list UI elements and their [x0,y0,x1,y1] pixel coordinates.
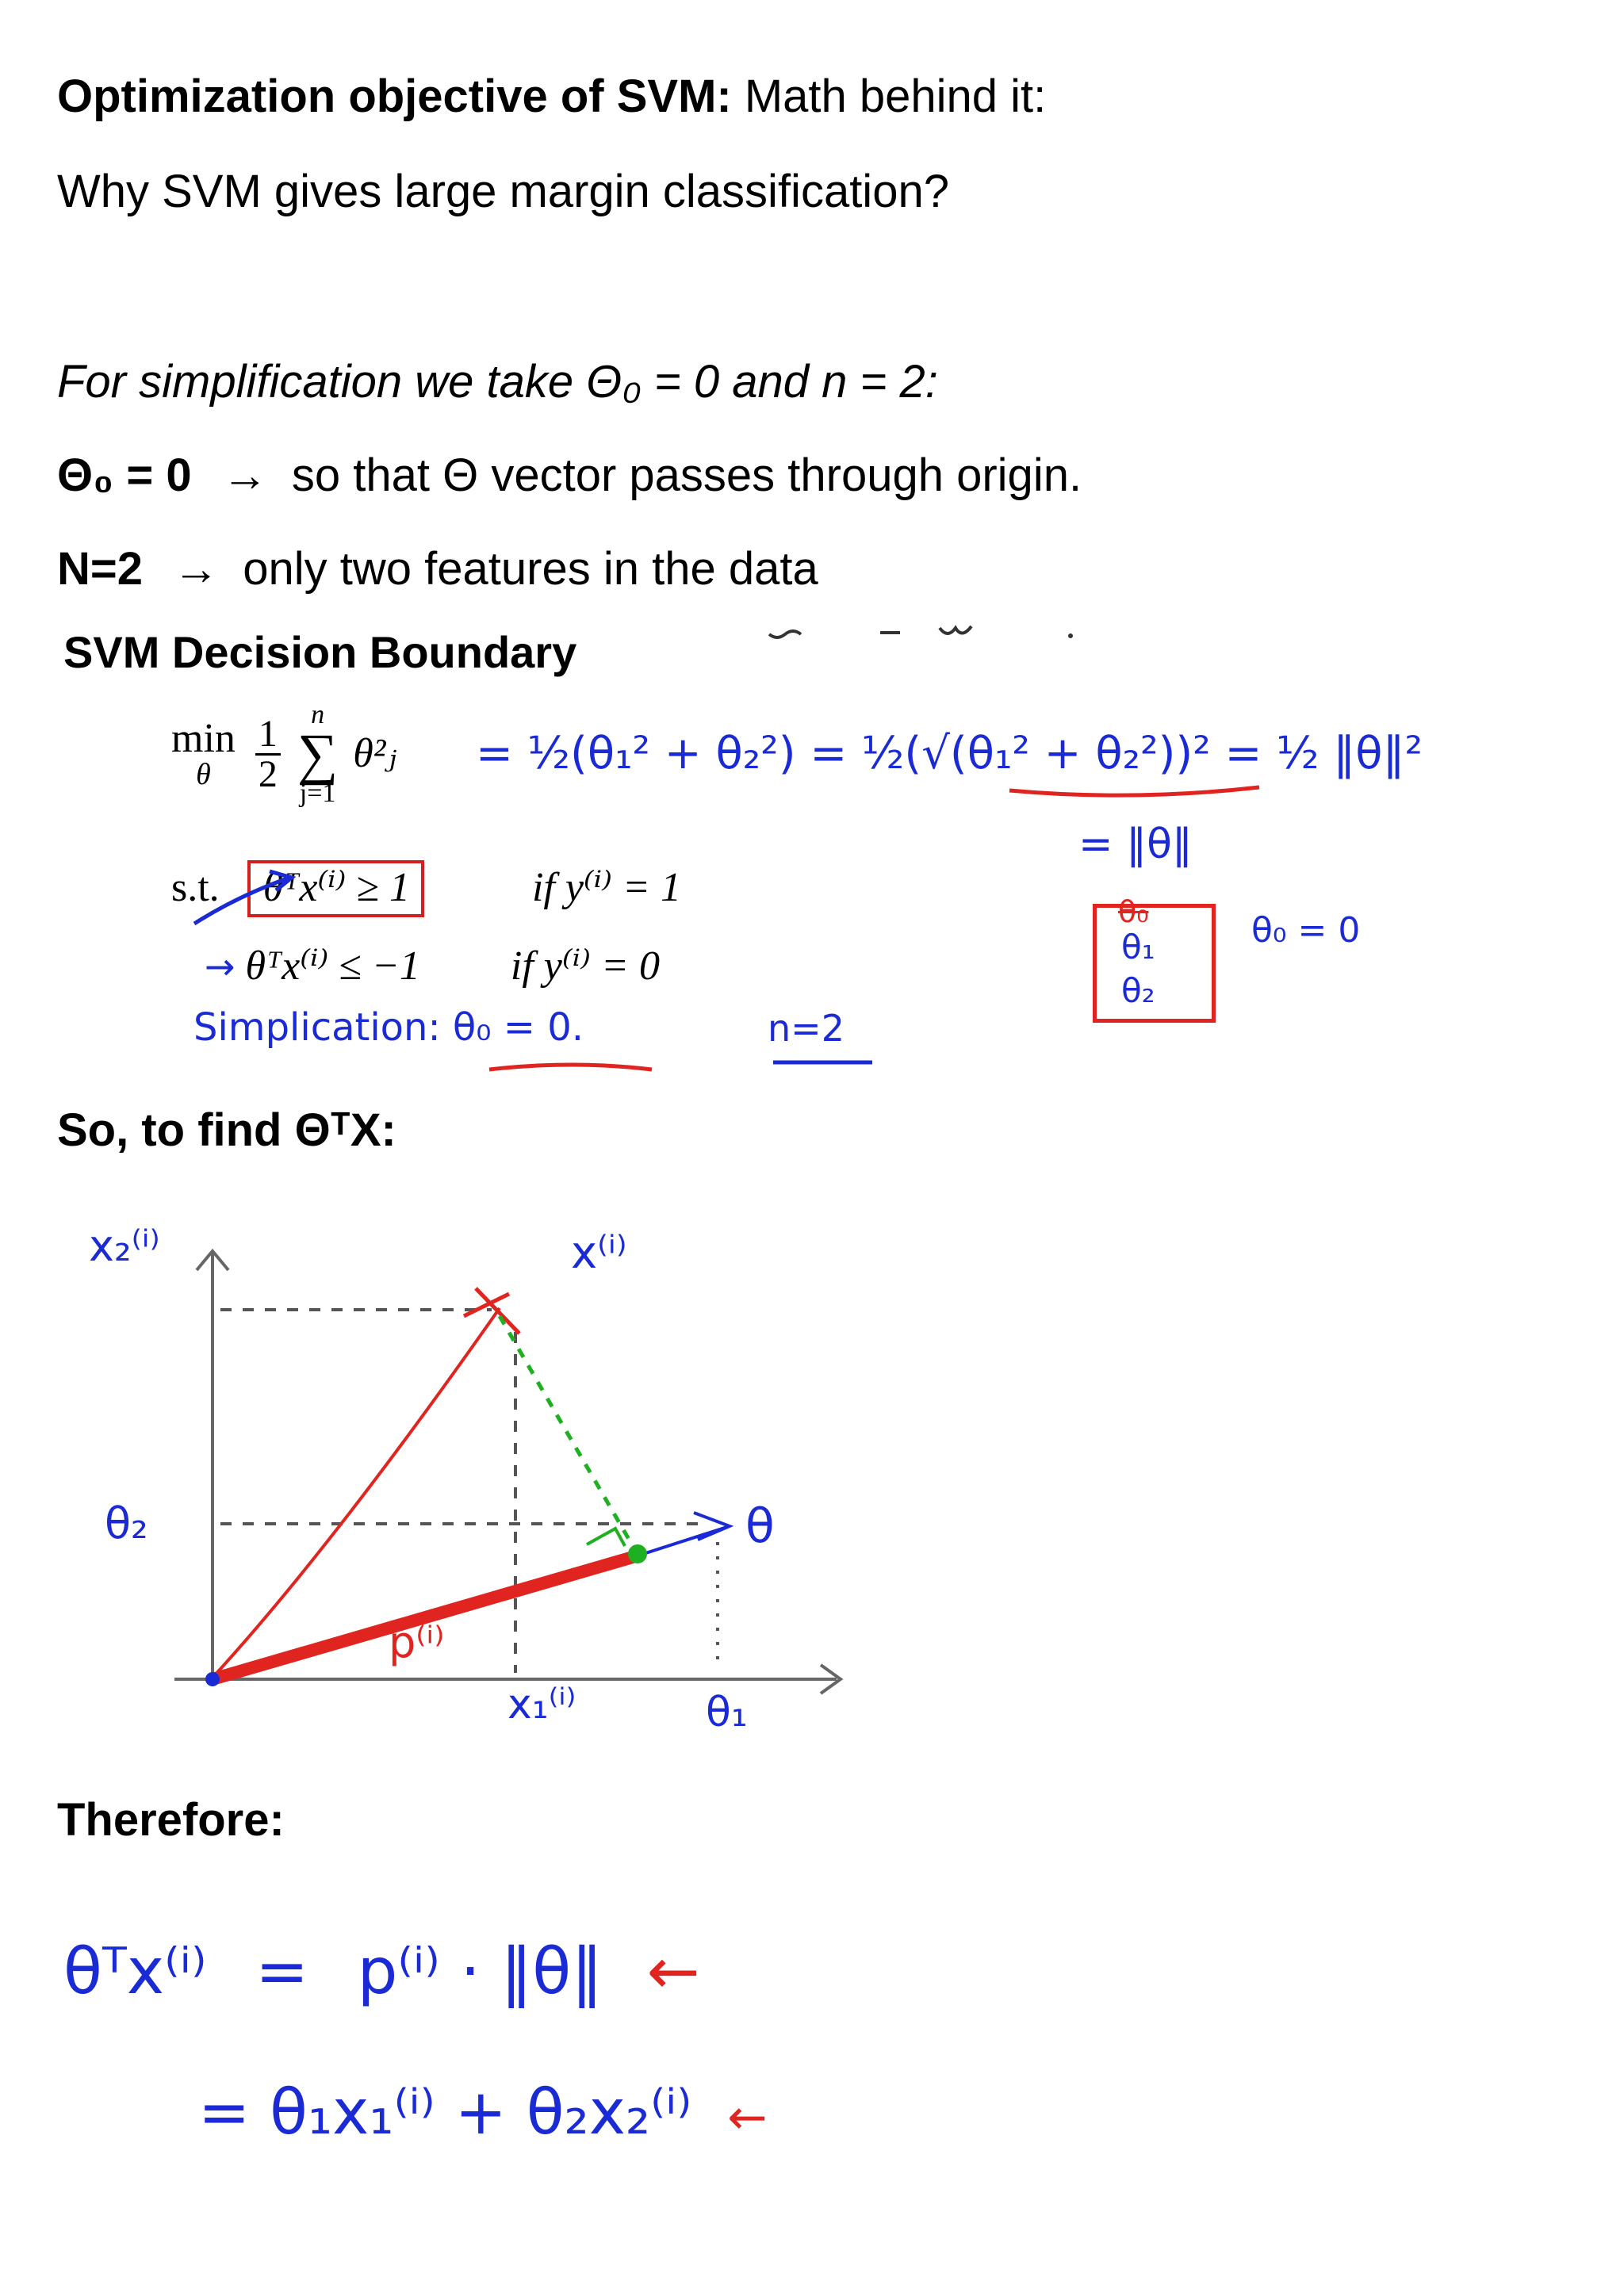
question-text: Why SVM gives large margin classification? [57,166,949,217]
theta0-zero-annotation: θ₀ = 0 [1251,910,1361,951]
blue-tick-mark [190,860,301,939]
vector-right-bracket [1188,904,1216,1023]
expansion-annotation: = ½(θ₁² + θ₂²) = ½(√(θ₁² + θ₂²))² = ½ ‖θ‖² [476,728,1423,779]
theta-vector-label: θ [745,1498,775,1554]
arrow-icon: → [221,450,268,501]
simplification-note: For simplification we take Θ₀ = 0 and n = 2: [57,356,938,408]
constraint-2 [205,942,660,989]
objective-term: θ²ⱼ [353,731,397,777]
x1-label: x₁⁽ⁱ⁾ [508,1681,576,1728]
y-axis-label: x₂⁽ⁱ⁾ [89,1221,160,1271]
result-line-2 [198,2077,768,2149]
st-label: s.t. [171,865,220,910]
half-fraction: $\frac{1}{2}$ [255,715,281,794]
blue-arrow-icon: → [205,945,236,988]
theta0-text: so that Θ vector passes through origin. [291,450,1082,501]
n-text: only two features in the data [243,543,818,595]
constraint2-expr: θᵀx⁽ⁱ⁾ ≤ −1 [245,943,420,989]
result-eq: = [255,1934,309,2008]
constraint1-cond: if y⁽ⁱ⁾ = 1 [531,865,682,910]
constraint2-cond: if y⁽ⁱ⁾ = 0 [510,943,660,989]
p-label: p⁽ⁱ⁾ [389,1617,445,1667]
theta0-bold: Θ₀ = 0 [57,450,192,501]
vector-bot: θ₂ [1121,971,1155,1010]
min-text: min [171,716,236,762]
vector-mid: θ₁ [1121,928,1155,966]
vector-top: θ₀ [1118,894,1149,929]
dashed-guides [220,1310,718,1673]
n-bold: N=2 [57,543,144,595]
slide-title: SVM Decision Boundary [63,627,577,677]
sum-top: n [311,700,325,729]
result-rhs: p⁽ⁱ⁾ · ‖θ‖ [357,1934,603,2008]
heading-normal: Math behind it: [731,71,1047,122]
constraint1-expr: θᵀx⁽ⁱ⁾ ≥ 1 [247,860,424,917]
n2-annotation: n=2 [768,1007,845,1050]
therefore-heading: Therefore: [57,1794,285,1846]
faint-marks [761,618,1078,650]
result-line2-text: = θ₁x₁⁽ⁱ⁾ + θ₂x₂⁽ⁱ⁾ [198,2077,692,2149]
result-line-1 [63,1934,700,2008]
sum-bottom: j=1 [299,778,336,808]
red-vectors [205,1288,730,1686]
red-arrow-icon: ← [646,1934,700,2008]
theta0-point [57,449,1082,502]
objective-formula [171,702,396,807]
red-arrow-icon: ← [727,2090,768,2145]
theta1-axis-label: θ₁ [706,1689,748,1736]
find-heading: So, to find ΘᵀX: [57,1104,396,1156]
simplication-annotation: Simplication: θ₀ = 0. [193,1005,584,1050]
red-underline-norm [1005,781,1267,805]
axes [174,1251,841,1693]
red-underline-simplication [485,1058,660,1082]
result-lhs: θᵀx⁽ⁱ⁾ [63,1934,207,2008]
theta2-axis-label: θ₂ [105,1498,148,1548]
projection-graph [0,1213,912,1768]
point-label: x⁽ⁱ⁾ [571,1227,627,1279]
sum-symbol: ∑ [297,722,339,786]
arrow-icon: → [173,543,220,595]
n2-underline [769,1054,880,1070]
heading-bold: Optimization objective of SVM: [57,71,732,122]
green-projection [500,1316,647,1563]
n-point [57,542,818,595]
min-under: θ [196,758,211,792]
norm-annotation: = ‖θ‖ [1078,821,1193,868]
page-heading [57,70,1046,123]
